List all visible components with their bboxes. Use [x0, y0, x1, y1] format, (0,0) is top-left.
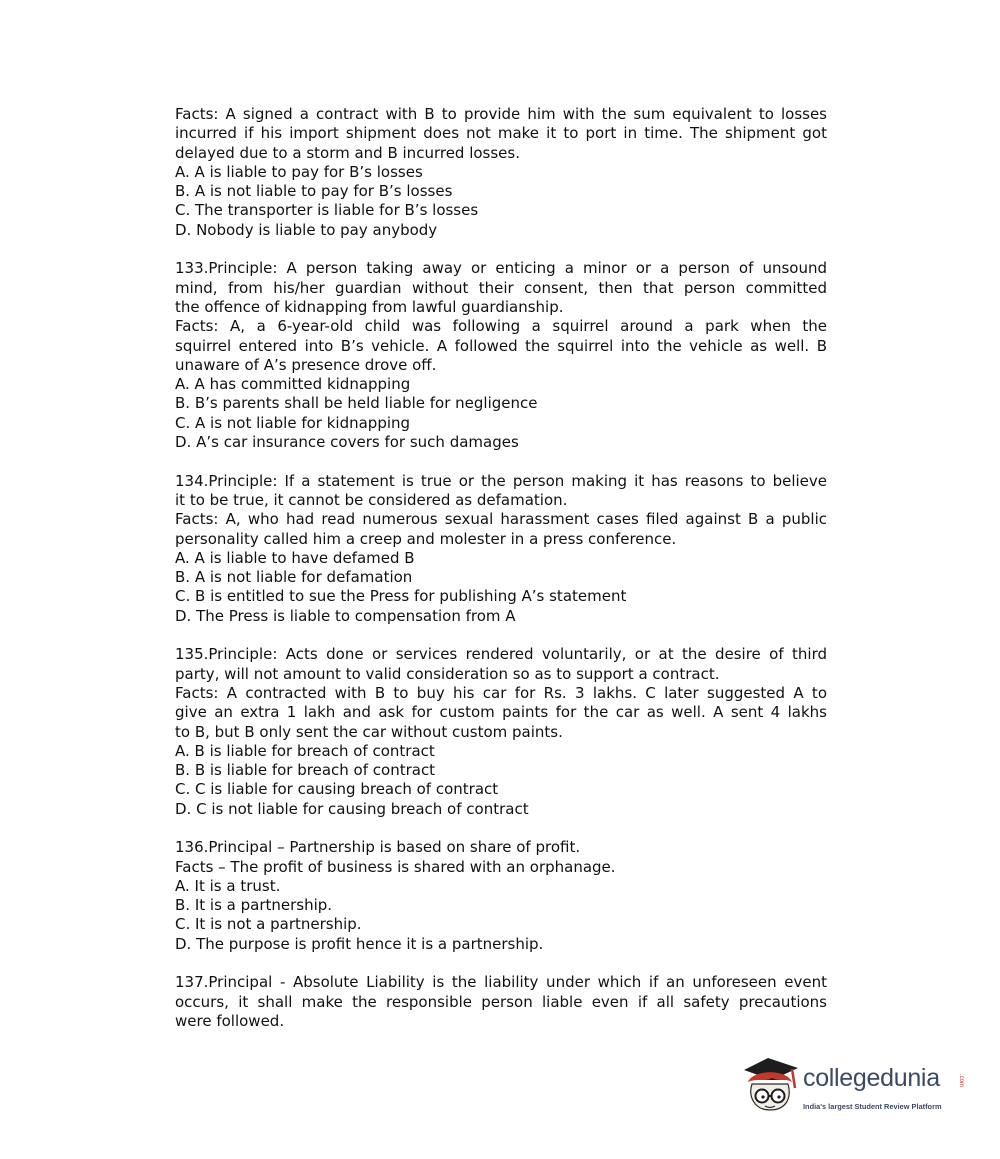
option-d: D. A’s car insurance covers for such damages	[175, 433, 519, 452]
spacer	[175, 954, 827, 973]
option-d: D. C is not liable for causing breach of contract	[175, 799, 529, 818]
question-132-facts	[175, 105, 827, 163]
spacer	[175, 240, 827, 259]
option-c: C. It is not a partnership.	[175, 915, 362, 934]
option-d: D. The purpose is profit hence it is a partnership.	[175, 934, 544, 953]
facts-line: squirrel entered into B’s vehicle. A followed the squirrel into the vehicle as well. B	[175, 336, 827, 355]
option-a: A. B is liable for breach of contract	[175, 741, 435, 760]
principle-line: party, will not amount to valid consideration so as to support a contract.	[175, 664, 720, 683]
principle-line: 136.Principal – Partnership is based on share of profit.	[175, 838, 581, 857]
question-135-principle	[175, 645, 827, 684]
brand-tld: .com	[958, 1074, 964, 1088]
option-a: A. A is liable to pay for B’s losses	[175, 162, 423, 181]
question-134-principle	[175, 472, 827, 511]
option-d: D. The Press is liable to compensation from A	[175, 606, 516, 625]
option-a: A. It is a trust.	[175, 876, 281, 895]
question-134-options	[175, 549, 827, 626]
principle-line: were followed.	[175, 1011, 285, 1030]
option-b: B. A is not liable to pay for B’s losses	[175, 182, 453, 201]
facts-line: to B, but B only sent the car without custom paints.	[175, 722, 563, 741]
question-135-options	[175, 742, 827, 819]
brand-tagline: India's largest Student Review Platform	[803, 1102, 942, 1111]
spacer	[175, 452, 827, 471]
facts-line: Facts: A contracted with B to buy his car for Rs. 3 lakhs. C later suggested A to	[175, 683, 827, 702]
facts-line: give an extra 1 lakh and ask for custom paints for the car as well. A sent 4 lakhs	[175, 703, 827, 722]
spacer	[175, 819, 827, 838]
principle-line: it to be true, it cannot be considered as defamation.	[175, 490, 568, 509]
principle-line: occurs, it shall make the responsible person liable even if all safety precautions	[175, 992, 827, 1011]
spacer	[175, 626, 827, 645]
question-137-principle	[175, 973, 827, 1031]
principle-line: 135.Principle: Acts done or services rendered voluntarily, or at the desire of third	[175, 645, 827, 664]
facts-line: personality called him a creep and molester in a press conference.	[175, 529, 677, 548]
option-b: B. B is liable for breach of contract	[175, 761, 436, 780]
facts-line: Facts: A, who had read numerous sexual harassment cases filed against B a public	[175, 510, 827, 529]
option-b: B. It is a partnership.	[175, 896, 333, 915]
facts-line: Facts – The profit of business is shared with an orphanage.	[175, 857, 616, 876]
question-133-facts	[175, 317, 827, 375]
question-135-facts	[175, 684, 827, 742]
option-c: C. C is liable for causing breach of contract	[175, 780, 499, 799]
principle-line: 133.Principle: A person taking away or enticing a minor or a person of unsound	[175, 259, 827, 278]
option-c: C. B is entitled to sue the Press for publishing A’s statement	[175, 587, 627, 606]
option-a: A. A is liable to have defamed B	[175, 548, 415, 567]
facts-line: Facts: A, a 6-year-old child was following a squirrel around a park when the	[175, 317, 827, 336]
option-b: B. A is not liable for defamation	[175, 568, 413, 587]
question-136-facts	[175, 858, 827, 877]
facts-line: delayed due to a storm and B incurred losses.	[175, 143, 520, 162]
principle-line: 137.Principal - Absolute Liability is the liability under which if an unforeseen event	[175, 973, 827, 992]
principle-line: mind, from his/her guardian without their consent, then that person committed	[175, 278, 827, 297]
facts-line: Facts: A signed a contract with B to provide him with the sum equivalent to losses	[175, 105, 827, 123]
option-a: A. A has committed kidnapping	[175, 375, 411, 394]
page-content	[175, 105, 827, 1031]
option-d: D. Nobody is liable to pay anybody	[175, 220, 438, 239]
question-136-principle	[175, 838, 827, 857]
question-132-options	[175, 163, 827, 240]
brand-name: collegedunia	[803, 1064, 940, 1092]
option-b: B. B’s parents shall be held liable for negligence	[175, 394, 538, 413]
question-134-facts	[175, 510, 827, 549]
option-c: C. The transporter is liable for B’s losses	[175, 201, 479, 220]
principle-line: the offence of kidnapping from lawful guardianship.	[175, 297, 564, 316]
question-133-options	[175, 375, 827, 452]
option-c: C. A is not liable for kidnapping	[175, 413, 411, 432]
facts-line: unaware of A’s presence drove off.	[175, 355, 437, 374]
question-133-principle	[175, 259, 827, 317]
facts-line: incurred if his import shipment does not make it to port in time. The shipment got	[175, 124, 827, 143]
principle-line: 134.Principle: If a statement is true or the person making it has reasons to believe	[175, 471, 827, 490]
question-136-options	[175, 877, 827, 954]
